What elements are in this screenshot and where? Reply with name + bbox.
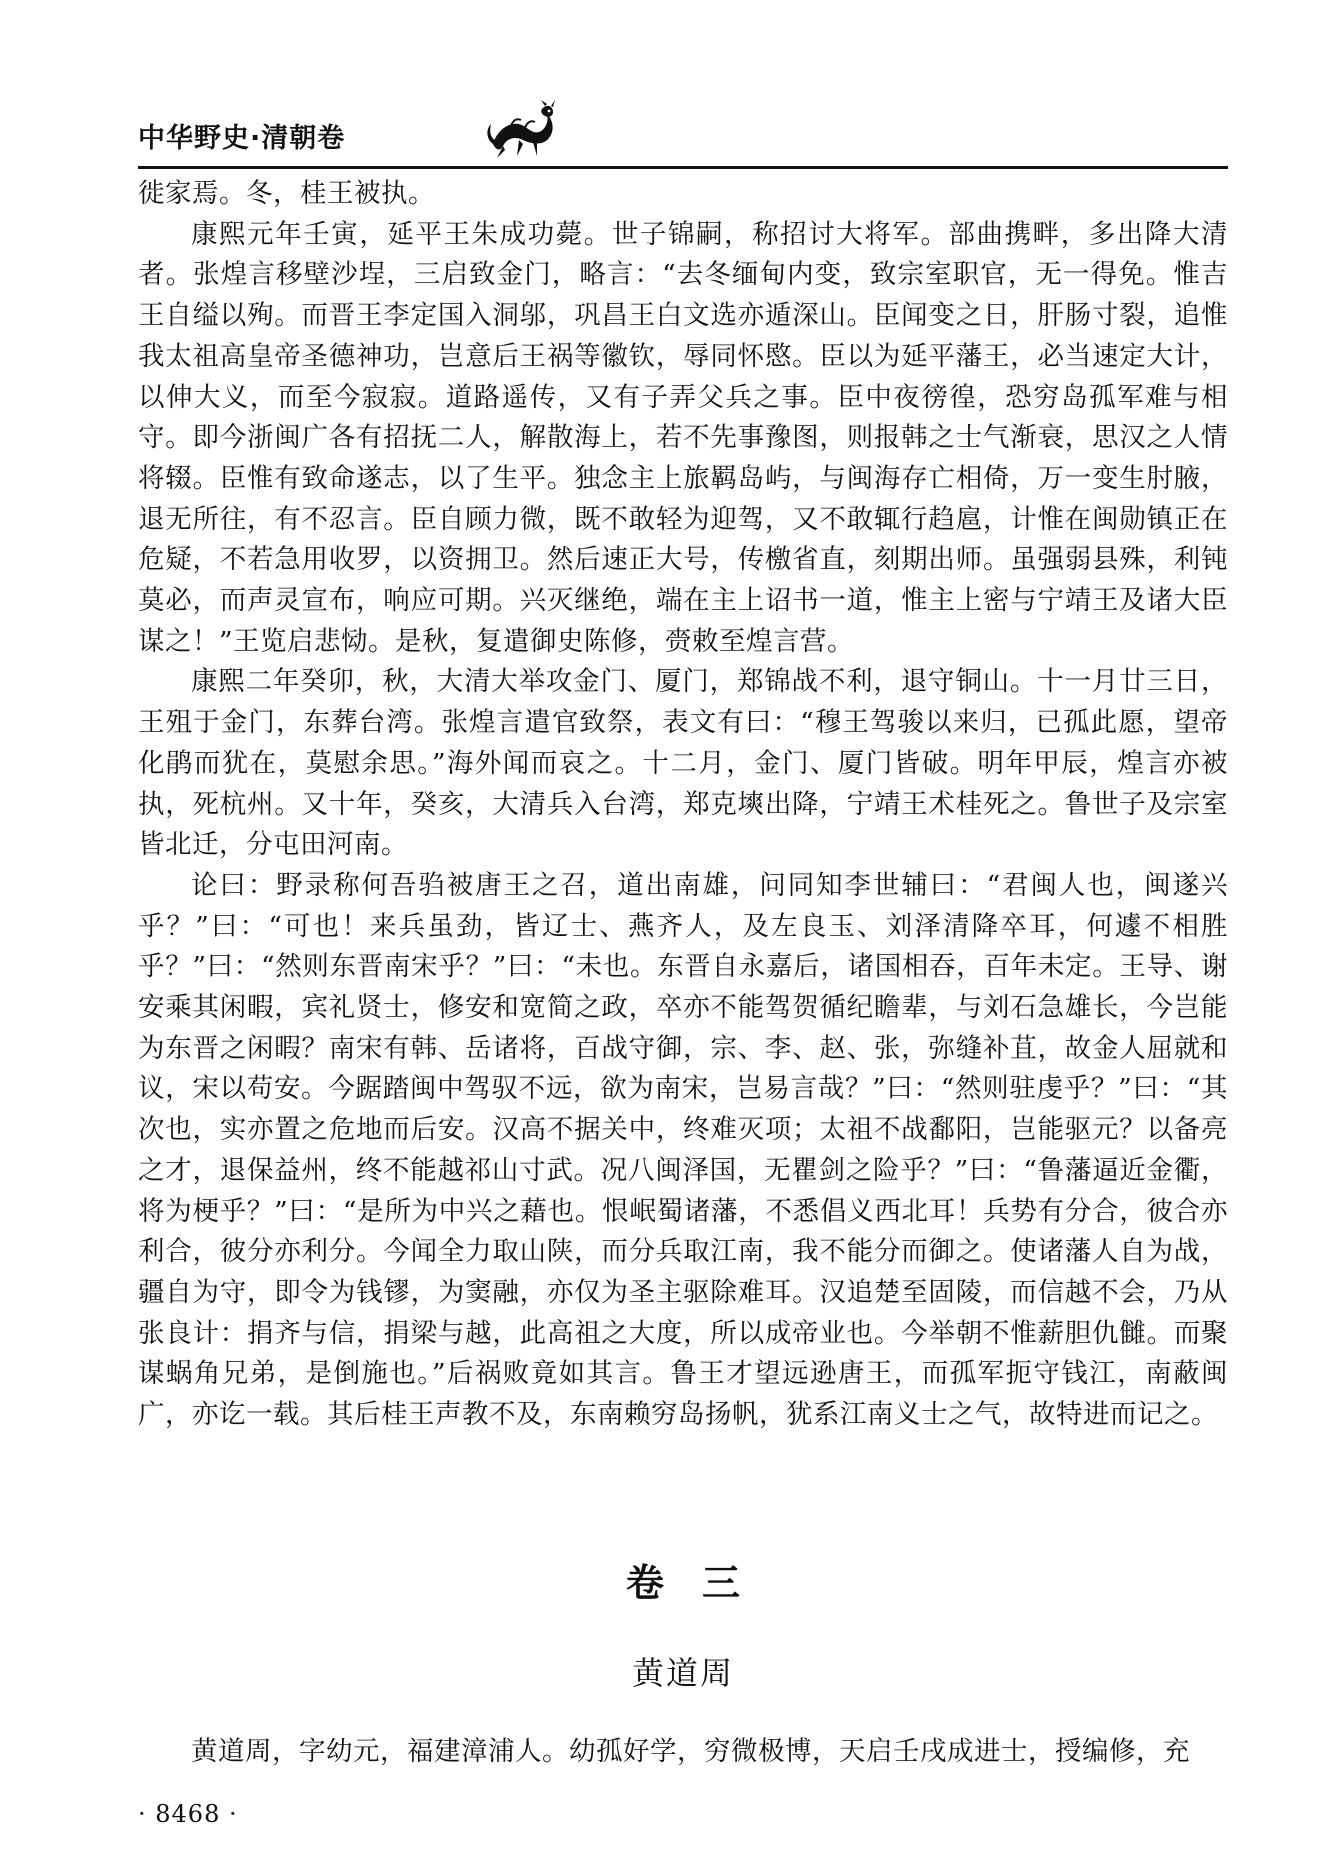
- paragraph-huang-daozhou: 黄道周，字幼元，福建漳浦人。幼孤好学，穷微极博，天启壬戌成进士，授编修，充: [191, 1736, 1190, 1767]
- paragraph-continuation: 徙家焉。冬，桂王被执。: [138, 178, 435, 209]
- paragraph-kangxi-second-year: 康熙二年癸卯，秋，大清大举攻金门、厦门，郑锦战不利，退守铜山。十一月廿三日，王殂于金门，东葬台湾。张煌言遣官致祭，表文有曰：“穆王驾骏以来归，已孤此愿，望帝化鹃而犹在，莫慰余思。”海外闻而哀之。十二月，金门、厦门皆破。明年甲辰，煌言亦被执，死杭州。又十年，癸亥，大清兵入台湾，郑克塽出降，宁靖王术桂死之。鲁世子及宗室皆北迁，分屯田河南。: [138, 666, 1228, 861]
- section-title: 黄道周: [631, 1654, 734, 1692]
- paragraph-commentary: 论曰：野录称何吾驺被唐王之召，道出南雄，问同知李世辅曰：“君闽人也，闽遂兴乎？”曰：“可也！来兵虽劲，皆辽士、燕齐人，及左良玉、刘泽清降卒耳，何遽不相胜乎？”曰：“然则东晋南宋乎？”曰：“未也。东晋自永嘉后，诸国相吞，百年未定。王导、谢安乘其闲暇，宾礼贤士，修安和宽简之政，卒亦不能驾贺循纪瞻辈，与刘石急雄长，今岂能为东晋之闲暇？南宋有韩、岳诸将，百战守御，宗、李、赵、张，弥缝补苴，故金人屈就和议，宋以苟安。今踞踏闽中驾驭不远，欲为南宋，岂易言哉？”曰：“然则驻虔乎？”曰：“其次也，实亦置之危地而后安。汉高不据关中，终难灭项；太祖不战鄱阳，岂能驱元？以备亮之才，退保益州，终不能越祁山寸武。况八闽泽国，无瞿剑之险乎？”曰：“鲁藩逼近金衢，将为梗乎？”曰：“是所为中兴之藉也。恨岷蜀诸藩，不悉倡义西北耳！兵势有分合，彼合亦利合，彼分亦利分。今闻全力取山陕，而分兵取江南，我不能分而御之。使诸藩人自为战，疆自为守，即令为钱镠，为窦融，亦仅为圣主驱除难耳。汉追楚至固陵，而信越不会，乃从张良计：捐齐与信，捐梁与越，此高祖之大度，所以成帝业也。今举朝不惟薪胆仇雠。而聚谋蜗角兄弟，是倒施也。”后祸败竟如其言。鲁王才望远逊唐王，而孤军扼守钱江，南蔽闽广，亦讫一载。其后桂王声教不及，东南赖穷岛扬帆，犹系江南义士之气，故特进而记之。: [138, 869, 1228, 1431]
- page-number: · 8468 ·: [138, 1800, 238, 1828]
- header-rule: [138, 166, 1228, 169]
- paragraph-kangxi-first-year: 康熙元年壬寅，延平王朱成功薨。世子锦嗣，称招讨大将军。部曲携畔，多出降大清者。张煌言移壁沙埕，三启致金门，略言：“去冬缅甸内变，致宗室职官，无一得免。惟吉王自缢以殉。而晋王李定国入洞邬，巩昌王白文选亦遁深山。臣闻变之日，肝肠寸裂，追惟我太祖高皇帝圣德神功，岂意后王祸等徽钦，辱同怀愍。臣以为延平藩王，必当速定大计，以伸大义，而至今寂寂。道路遥传，又有子弄父兵之事。臣中夜徬徨，恐穷岛孤军难与相守。即今浙闽广各有招抚二人，解散海上，若不先事豫图，则报韩之士气渐衰，思汉之人情将辍。臣惟有致命遂志，以了生平。独念主上旅羁岛屿，与闽海存亡相倚，万一变生肘腋，退无所往，有不忍言。臣自顾力微，既不敢轻为迎驾，又不敢辄行趋扈，计惟在闽勋镇正在危疑，不若急用收罗，以资拥卫。然后速正大号，传檄省直，刻期出师。虽强弱县殊，利钝莫必，而声灵宣布，响应可期。兴灭继绝，端在主上诏书一道，惟主上密与宁靖王及诸大臣谋之！”王览启悲恸。是秋，复遣御史陈修，赍敕至煌言营。: [138, 218, 1228, 657]
- body-text: [138, 174, 1228, 1436]
- page-header: [138, 108, 1228, 168]
- dragon-icon: [483, 100, 559, 162]
- chapter-title: 卷三: [625, 1561, 778, 1605]
- section-body: [138, 1732, 1228, 1773]
- book-title: 中华野史·清朝卷: [138, 123, 346, 154]
